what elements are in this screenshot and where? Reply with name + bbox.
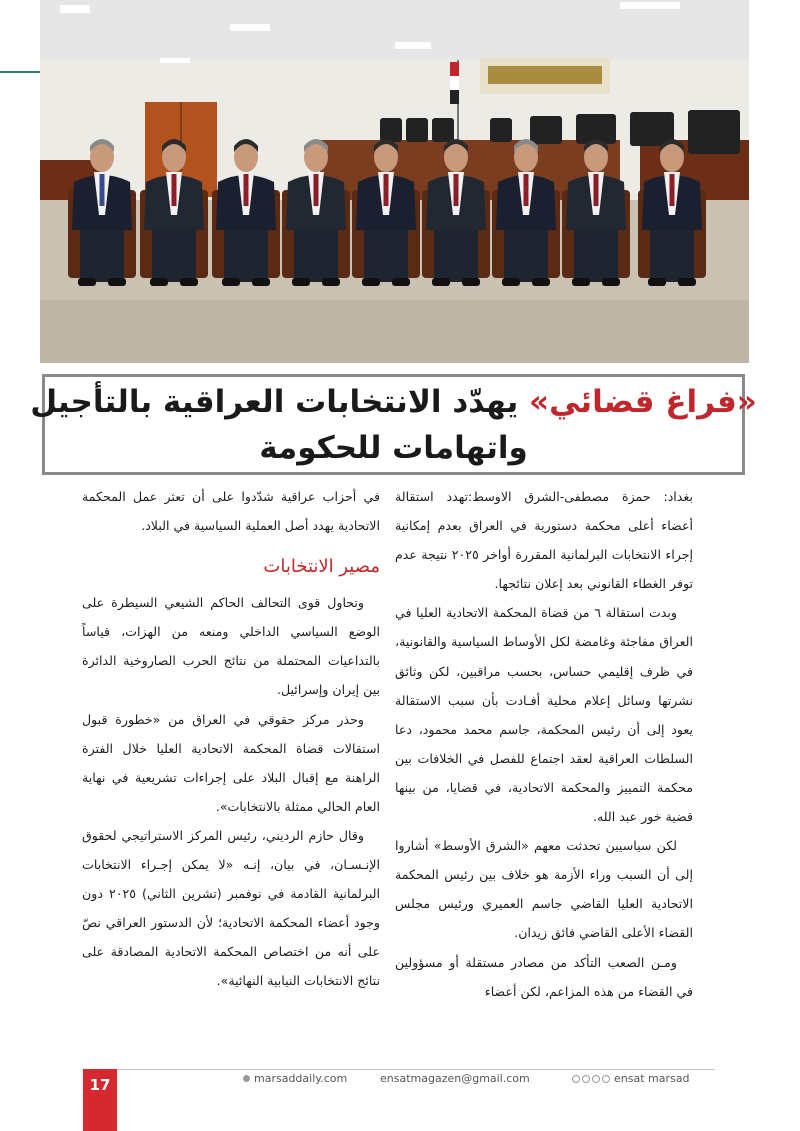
brand-text: ensat marsad <box>614 1072 690 1085</box>
instagram-icon[interactable] <box>592 1075 600 1083</box>
headline-line-1 <box>30 379 757 425</box>
page-number: 17 <box>89 1076 111 1094</box>
top-accent-rule <box>0 71 40 73</box>
article-paragraph: في أحزاب عراقية شدّدوا على أن تعثر عمل المحكمة الاتحادية يهدد أصل العملية السياسية في البلاد. <box>82 489 380 534</box>
youtube-icon[interactable] <box>602 1075 610 1083</box>
email-text: ensatmagazen@gmail.com <box>380 1072 530 1085</box>
footer-rule <box>82 1069 715 1070</box>
footer-email[interactable] <box>380 1072 530 1085</box>
social-icons <box>572 1075 610 1083</box>
article-paragraph: وقال حازم الرديني، رئيس المركز الاستراتيجي لحقوق الإنـسـان، في بيان، إنـه «لا يمكن إجـراء الانتخابات البرلمانية القادمة في نوفمبر (تشرين الثاني) ٢٠٢٥ دون وجود أعضاء المحكمة الاتحادية؛ لأن الدستور العراقي نصّ على أنه من اختصاص المحكمة الاتحادية المصادقة على نتائج الانتخابات النيابية النهائية». <box>82 827 380 989</box>
footer-brand <box>572 1072 689 1085</box>
facebook-icon[interactable] <box>572 1075 580 1083</box>
article-photo <box>40 0 749 363</box>
headline-rest: يهدّد الانتخابات العراقية بالتأجيل <box>30 383 519 420</box>
website-text: marsaddaily.com <box>254 1072 348 1085</box>
headline-box <box>30 374 757 475</box>
globe-icon <box>243 1075 250 1082</box>
section-subheading: مصير الانتخابات <box>263 556 380 578</box>
article-column-right <box>395 482 693 1006</box>
article-paragraph: بغداد: حمزة مصطفى-الشرق الاوسط:تهدد استقالة أعضاء أعلى محكمة دستورية في العراق بعدم إمكانية إجراء الانتخابات البرلمانية المقررة أواخر ٢٠٢٥ نتيجة عدم توفر الغطاء القانوني بعد إعلان نتائجها. <box>395 489 693 592</box>
footer-website[interactable] <box>243 1072 347 1085</box>
article-column-left <box>82 482 380 996</box>
headline-line-2: واتهامات للحكومة <box>259 429 528 466</box>
headline-accent: «فراغ قضائي» <box>529 383 757 420</box>
twitter-icon[interactable] <box>582 1075 590 1083</box>
article-paragraph: وحذر مركز حقوقي في العراق من «خطورة قبول استقالات قضاة المحكمة الاتحادية العليا خلال الفترة الراهنة مع إقبال البلاد على إجراءات تشريعية في نهاية العام الحالي ممثلة بالانتخابات». <box>82 711 380 814</box>
article-paragraph: لكن سياسيين تحدثت معهم «الشرق الأوسط» أشاروا إلى أن السبب وراء الأزمة هو خلاف بين رئيس المحكمة الاتحادية العليا القاضي جاسم العميري ورئيس مجلس القضاء الأعلى القاضي فائق زيدان. <box>395 838 693 941</box>
article-paragraph: وبدت استقالة ٦ من قضاة المحكمة الاتحادية العليا في العراق مفاجئة وغامضة لكل الأوساط السياسية والقانونية، في ظرف إقليمي حساس، بحسب مراقبين، لكن وثائق نشرتها وسائل إعلام محلية أفـادت بأن سبب الاستقالة يعود إلى أن رئيس المحكمة، جاسم محمد محمود، دعا السلطات العراقية لعقد اجتماع للفصل في الخلافات بين محكمة التمييز والمحكمة الاتحادية، في قضايا، من بينها قضية خور عبد الله. <box>395 605 693 825</box>
article-paragraph: ومـن الصعب التأكد من مصادر مستقلة أو مسؤولين في القضاء من هذه المزاعم، لكن أعضاء <box>395 954 693 999</box>
article-paragraph: وتحاول قوى التحالف الحاكم الشيعي السيطرة على الوضع السياسي الداخلي ومنعه من الهزات، قياساً بالتداعيات المحتملة من نتائج الحرب الصاروخية الدائرة بين إيران وإسرائيل. <box>82 595 380 698</box>
